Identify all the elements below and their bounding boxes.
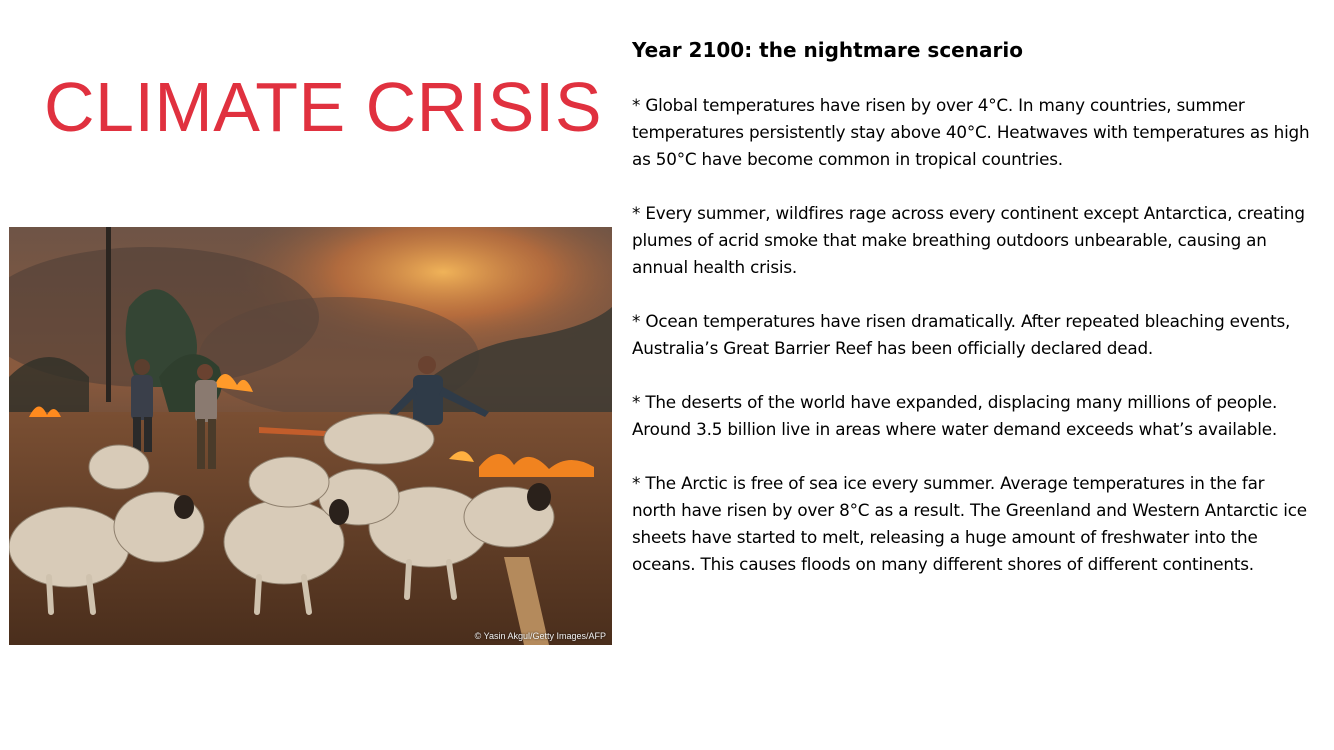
paragraph: * Every summer, wildfires rage across every continent except Antarctica, creating plumes of acrid smoke that make breathing outdoors unbearable, causing an annual health crisis. — [632, 203, 1305, 277]
paragraph: * The Arctic is free of sea ice every summer. Average temperatures in the far north have risen by over 8°C as a result. The Greenland and Western Antarctic ice sheets have started to melt, releasing a huge amount of freshwater into the oceans. This causes floods on many different shores of different continents. — [632, 473, 1307, 574]
headline: CLIMATE CRISIS — [44, 68, 603, 146]
paragraph: * Ocean temperatures have risen dramatically. After repeated bleaching events, Australia’s Great Barrier Reef has been officially declared dead. — [632, 311, 1291, 358]
wildfire-scene-image — [9, 227, 612, 645]
photo-credit: © Yasin Akgul/Getty Images/AFP — [474, 631, 606, 641]
text-column — [632, 36, 1312, 605]
section-title: Year 2100: the nightmare scenario — [632, 38, 1023, 62]
paragraph: * Global temperatures have risen by over 4°C. In many countries, summer temperatures persistently stay above 40°C. Heatwaves with temperatures as high as 50°C have become common in tropical countries. — [632, 95, 1310, 169]
paragraph: * The deserts of the world have expanded, displacing many millions of people. Around 3.5 billion live in areas where water demand exceeds what’s available. — [632, 392, 1278, 439]
wildfire-photo — [9, 227, 612, 645]
